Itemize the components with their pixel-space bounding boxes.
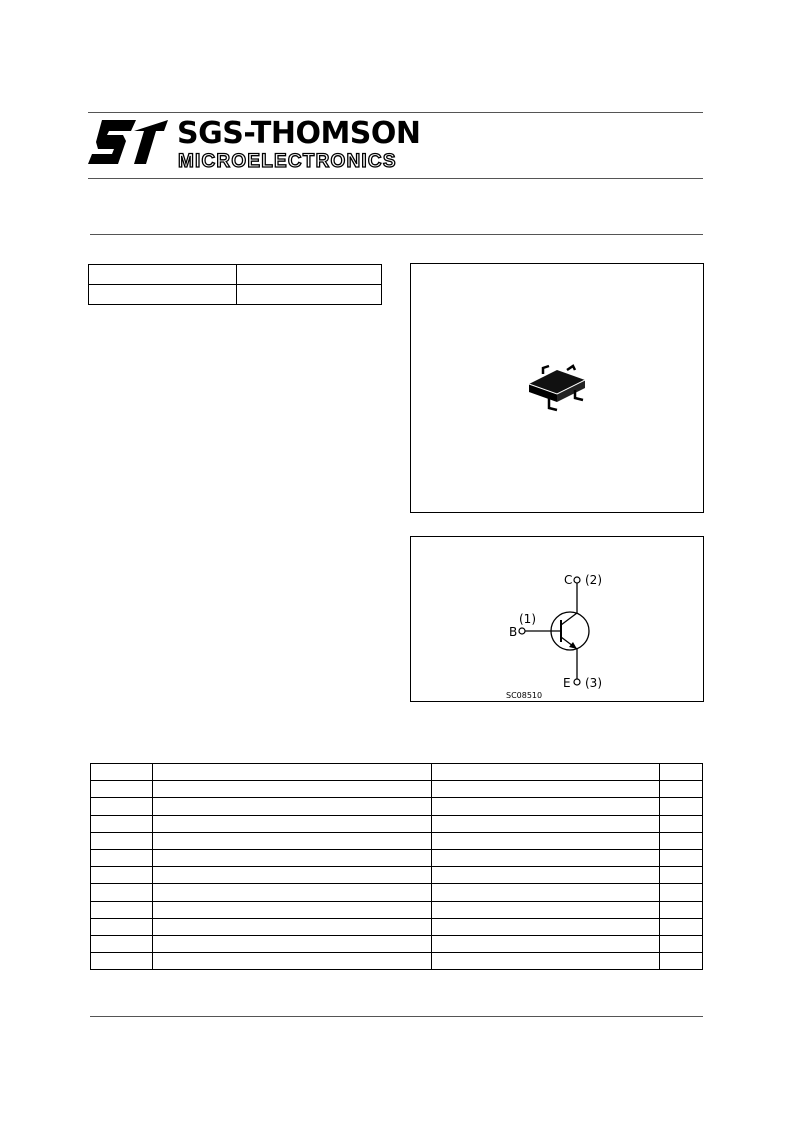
table-cell [660,918,703,935]
table-cell [91,849,153,866]
table-cell [432,798,660,815]
table-row [91,918,703,935]
table-cell [153,867,432,884]
drawing-code: SC08510 [506,691,543,700]
npn-transistor-symbol-icon [411,537,703,701]
table-cell [660,764,703,781]
table-row [89,265,382,285]
table-cell [432,815,660,832]
sot23-package-icon [523,362,593,412]
table-cell [660,849,703,866]
table-cell [91,918,153,935]
title-rule [90,234,703,235]
table-cell [660,867,703,884]
table-cell [432,884,660,901]
table-cell [153,884,432,901]
table-cell [660,901,703,918]
footer-rule [90,1016,703,1017]
table-row [91,764,703,781]
table-cell [91,815,153,832]
table-cell [660,935,703,952]
table-cell [153,918,432,935]
table-cell [91,935,153,952]
collector-pin: (2) [585,573,602,587]
table-cell [153,832,432,849]
table-row [91,935,703,952]
header-bottom-rule [88,178,703,179]
table-cell [89,265,237,285]
emitter-label: E [563,676,571,690]
table-cell [153,815,432,832]
table-cell [432,901,660,918]
table-row [91,901,703,918]
table-cell [91,764,153,781]
table-cell [91,867,153,884]
table-cell [153,935,432,952]
table-cell [89,285,237,305]
table-cell [660,832,703,849]
table-cell [660,815,703,832]
ratings-table [90,763,703,970]
table-cell [432,867,660,884]
table-cell [660,953,703,970]
table-cell [91,781,153,798]
table-cell [153,781,432,798]
table-cell [153,764,432,781]
table-cell [432,832,660,849]
table-cell [660,781,703,798]
table-cell [91,953,153,970]
table-cell [432,935,660,952]
table-cell [660,798,703,815]
table-cell [153,953,432,970]
emitter-pin: (3) [585,676,602,690]
table-cell [432,849,660,866]
table-cell [432,918,660,935]
table-cell [91,901,153,918]
table-row [91,815,703,832]
table-cell [91,798,153,815]
table-cell [91,884,153,901]
table-cell [432,953,660,970]
table-cell [660,884,703,901]
header-top-rule [88,112,703,113]
st-logo-icon [88,120,168,164]
table-cell [432,764,660,781]
package-box [410,263,704,513]
table-row [91,781,703,798]
table-row [91,884,703,901]
table-cell [432,781,660,798]
summary-table [88,264,382,305]
table-cell [153,849,432,866]
table-row [91,849,703,866]
brand-subtitle: MICROELECTRONICS [178,151,397,172]
table-cell [153,901,432,918]
brand-name: SGS-THOMSON [177,116,421,151]
table-row [89,285,382,305]
table-row [91,953,703,970]
schematic-box [410,536,704,702]
table-cell [237,265,382,285]
table-row [91,832,703,849]
table-row [91,798,703,815]
table-cell [91,832,153,849]
base-label: B [509,625,518,639]
base-pin: (1) [519,612,536,626]
table-cell [153,798,432,815]
table-row [91,867,703,884]
table-cell [237,285,382,305]
collector-label: C [564,573,573,587]
